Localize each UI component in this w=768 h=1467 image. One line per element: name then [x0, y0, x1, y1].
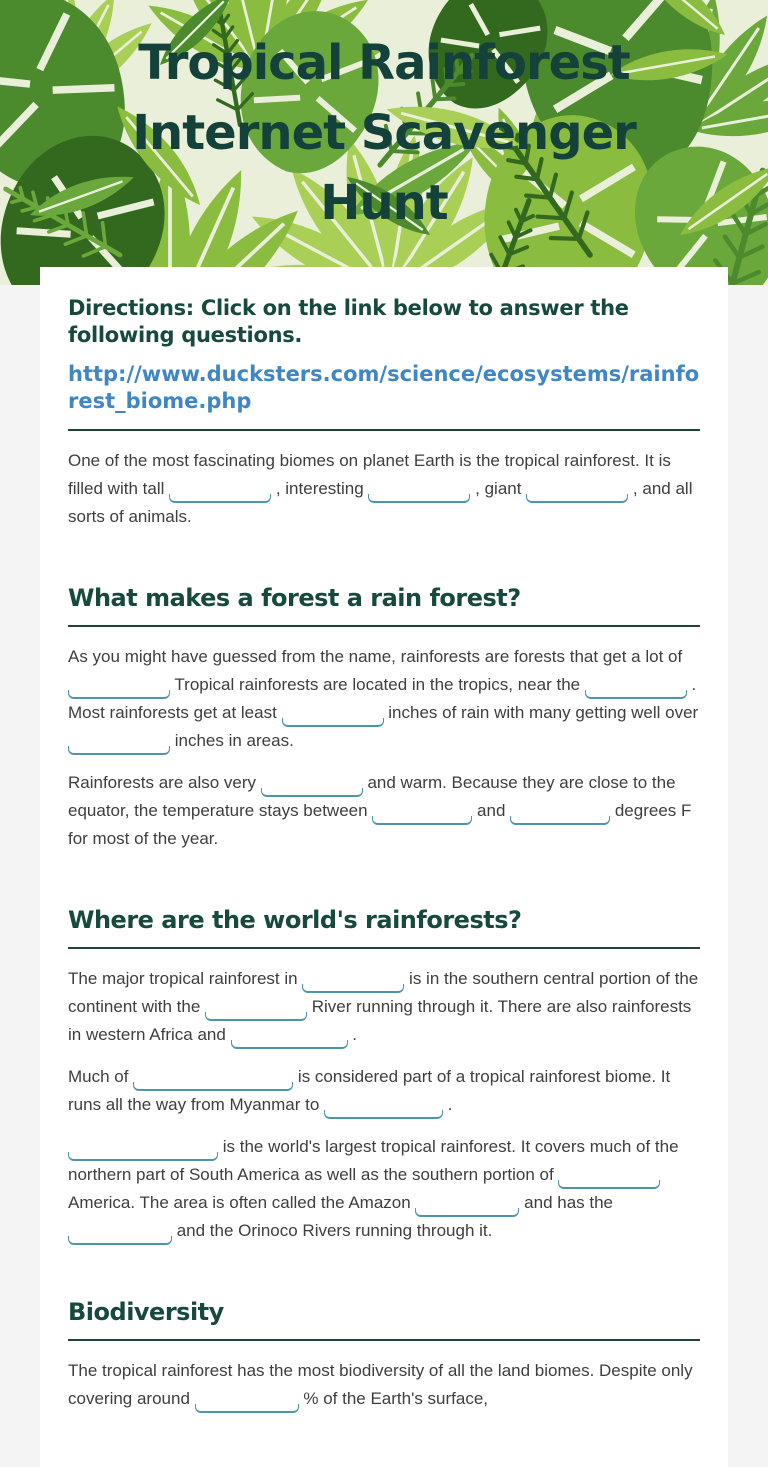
paragraph-text: River running through it. There are also rainforests in western Africa and — [68, 997, 692, 1044]
fill-in-paragraph — [68, 643, 700, 755]
fill-in-paragraph — [68, 1357, 700, 1413]
intro-paragraph — [68, 447, 700, 531]
answer-blank[interactable] — [133, 1082, 293, 1091]
section-divider — [68, 625, 700, 627]
sections — [68, 583, 700, 1413]
paragraph-text: , giant — [470, 479, 527, 498]
answer-blank[interactable] — [261, 788, 363, 797]
paragraph-text: inches in areas. — [170, 731, 294, 750]
worksheet-section — [68, 1297, 700, 1413]
answer-blank[interactable] — [231, 1040, 348, 1049]
worksheet-section — [68, 905, 700, 1245]
worksheet-title — [0, 0, 768, 238]
title-line-3: Hunt — [320, 175, 448, 231]
answer-blank[interactable] — [169, 494, 271, 503]
paragraph-text: . Most rainforests get at least — [68, 675, 697, 722]
divider — [68, 429, 700, 431]
answer-blank[interactable] — [205, 1012, 307, 1021]
section-divider — [68, 1339, 700, 1341]
answer-blank[interactable] — [324, 1110, 443, 1119]
paragraph-text: , interesting — [271, 479, 369, 498]
paragraph-text: As you might have guessed from the name, rainforests are forests that get a lot of — [68, 647, 683, 666]
paragraph-text: and warm. Because they are close to the equator, the temperature stays between — [68, 773, 676, 820]
paragraph-text: and — [472, 801, 511, 820]
paragraph-text: The tropical rainforest has the most biodiversity of all the land biomes. Despite only covering around — [68, 1361, 693, 1408]
paragraph-text: , and all sorts of animals. — [68, 479, 693, 526]
answer-blank[interactable] — [415, 1208, 519, 1217]
title-line-2: Internet Scavenger — [132, 105, 636, 161]
answer-blank[interactable] — [282, 718, 384, 727]
answer-blank[interactable] — [510, 816, 610, 825]
paragraph-text: The major tropical rainforest in — [68, 969, 303, 988]
paragraph-text: and has the — [519, 1193, 614, 1212]
answer-blank[interactable] — [68, 1152, 218, 1161]
header-banner — [0, 0, 768, 285]
directions-heading: Directions: Click on the link below to answer the following questions. — [68, 296, 629, 347]
paragraph-text: is in the southern central portion of the continent with the — [68, 969, 699, 1016]
paragraph-text: and the Orinoco Rivers running through it. — [172, 1221, 493, 1240]
resource-link[interactable]: http://www.ducksters.com/science/ecosystems/rainforest_biome.php — [68, 362, 700, 413]
paragraph-text: Rainforests are also very — [68, 773, 261, 792]
answer-blank[interactable] — [195, 1404, 299, 1413]
answer-blank[interactable] — [526, 494, 628, 503]
answer-blank[interactable] — [558, 1180, 660, 1189]
paragraph-text: degrees F for most of the year. — [68, 801, 692, 848]
answer-blank[interactable] — [68, 746, 170, 755]
section-heading: Biodiversity — [68, 1298, 224, 1326]
answer-blank[interactable] — [368, 494, 470, 503]
paragraph-text: % of the Earth's surface, — [298, 1389, 489, 1408]
answer-blank[interactable] — [585, 690, 687, 699]
paragraph-text: is the world's largest tropical rainforest. It covers much of the northern part of South America as well as the southern portion of — [68, 1137, 679, 1184]
paragraph-text: Much of — [68, 1067, 134, 1086]
paragraph-text: inches of rain with many getting well over — [383, 703, 699, 722]
fill-in-paragraph — [68, 1063, 700, 1119]
fill-in-paragraph — [68, 769, 700, 853]
paragraph-text: America. The area is often called the Amazon — [68, 1193, 416, 1212]
section-heading: Where are the world's rainforests? — [68, 906, 522, 934]
answer-blank[interactable] — [68, 690, 170, 699]
worksheet-section — [68, 583, 700, 853]
answer-blank[interactable] — [302, 984, 404, 993]
answer-blank[interactable] — [68, 1236, 172, 1245]
fill-in-paragraph — [68, 1133, 700, 1245]
paragraph-text: is considered part of a tropical rainforest biome. It runs all the way from Myanmar to — [68, 1067, 671, 1114]
fill-in-paragraph — [68, 965, 700, 1049]
worksheet-card — [40, 267, 728, 1467]
section-heading: What makes a forest a rain forest? — [68, 584, 521, 612]
paragraph-text: . — [443, 1095, 453, 1114]
paragraph-text: One of the most fascinating biomes on planet Earth is the tropical rainforest. It is filled with tall — [68, 451, 671, 498]
paragraph-text: Tropical rainforests are located in the tropics, near the — [170, 675, 585, 694]
paragraph-text: . — [347, 1025, 357, 1044]
title-line-1: Tropical Rainforest — [138, 35, 630, 91]
answer-blank[interactable] — [372, 816, 472, 825]
section-divider — [68, 947, 700, 949]
